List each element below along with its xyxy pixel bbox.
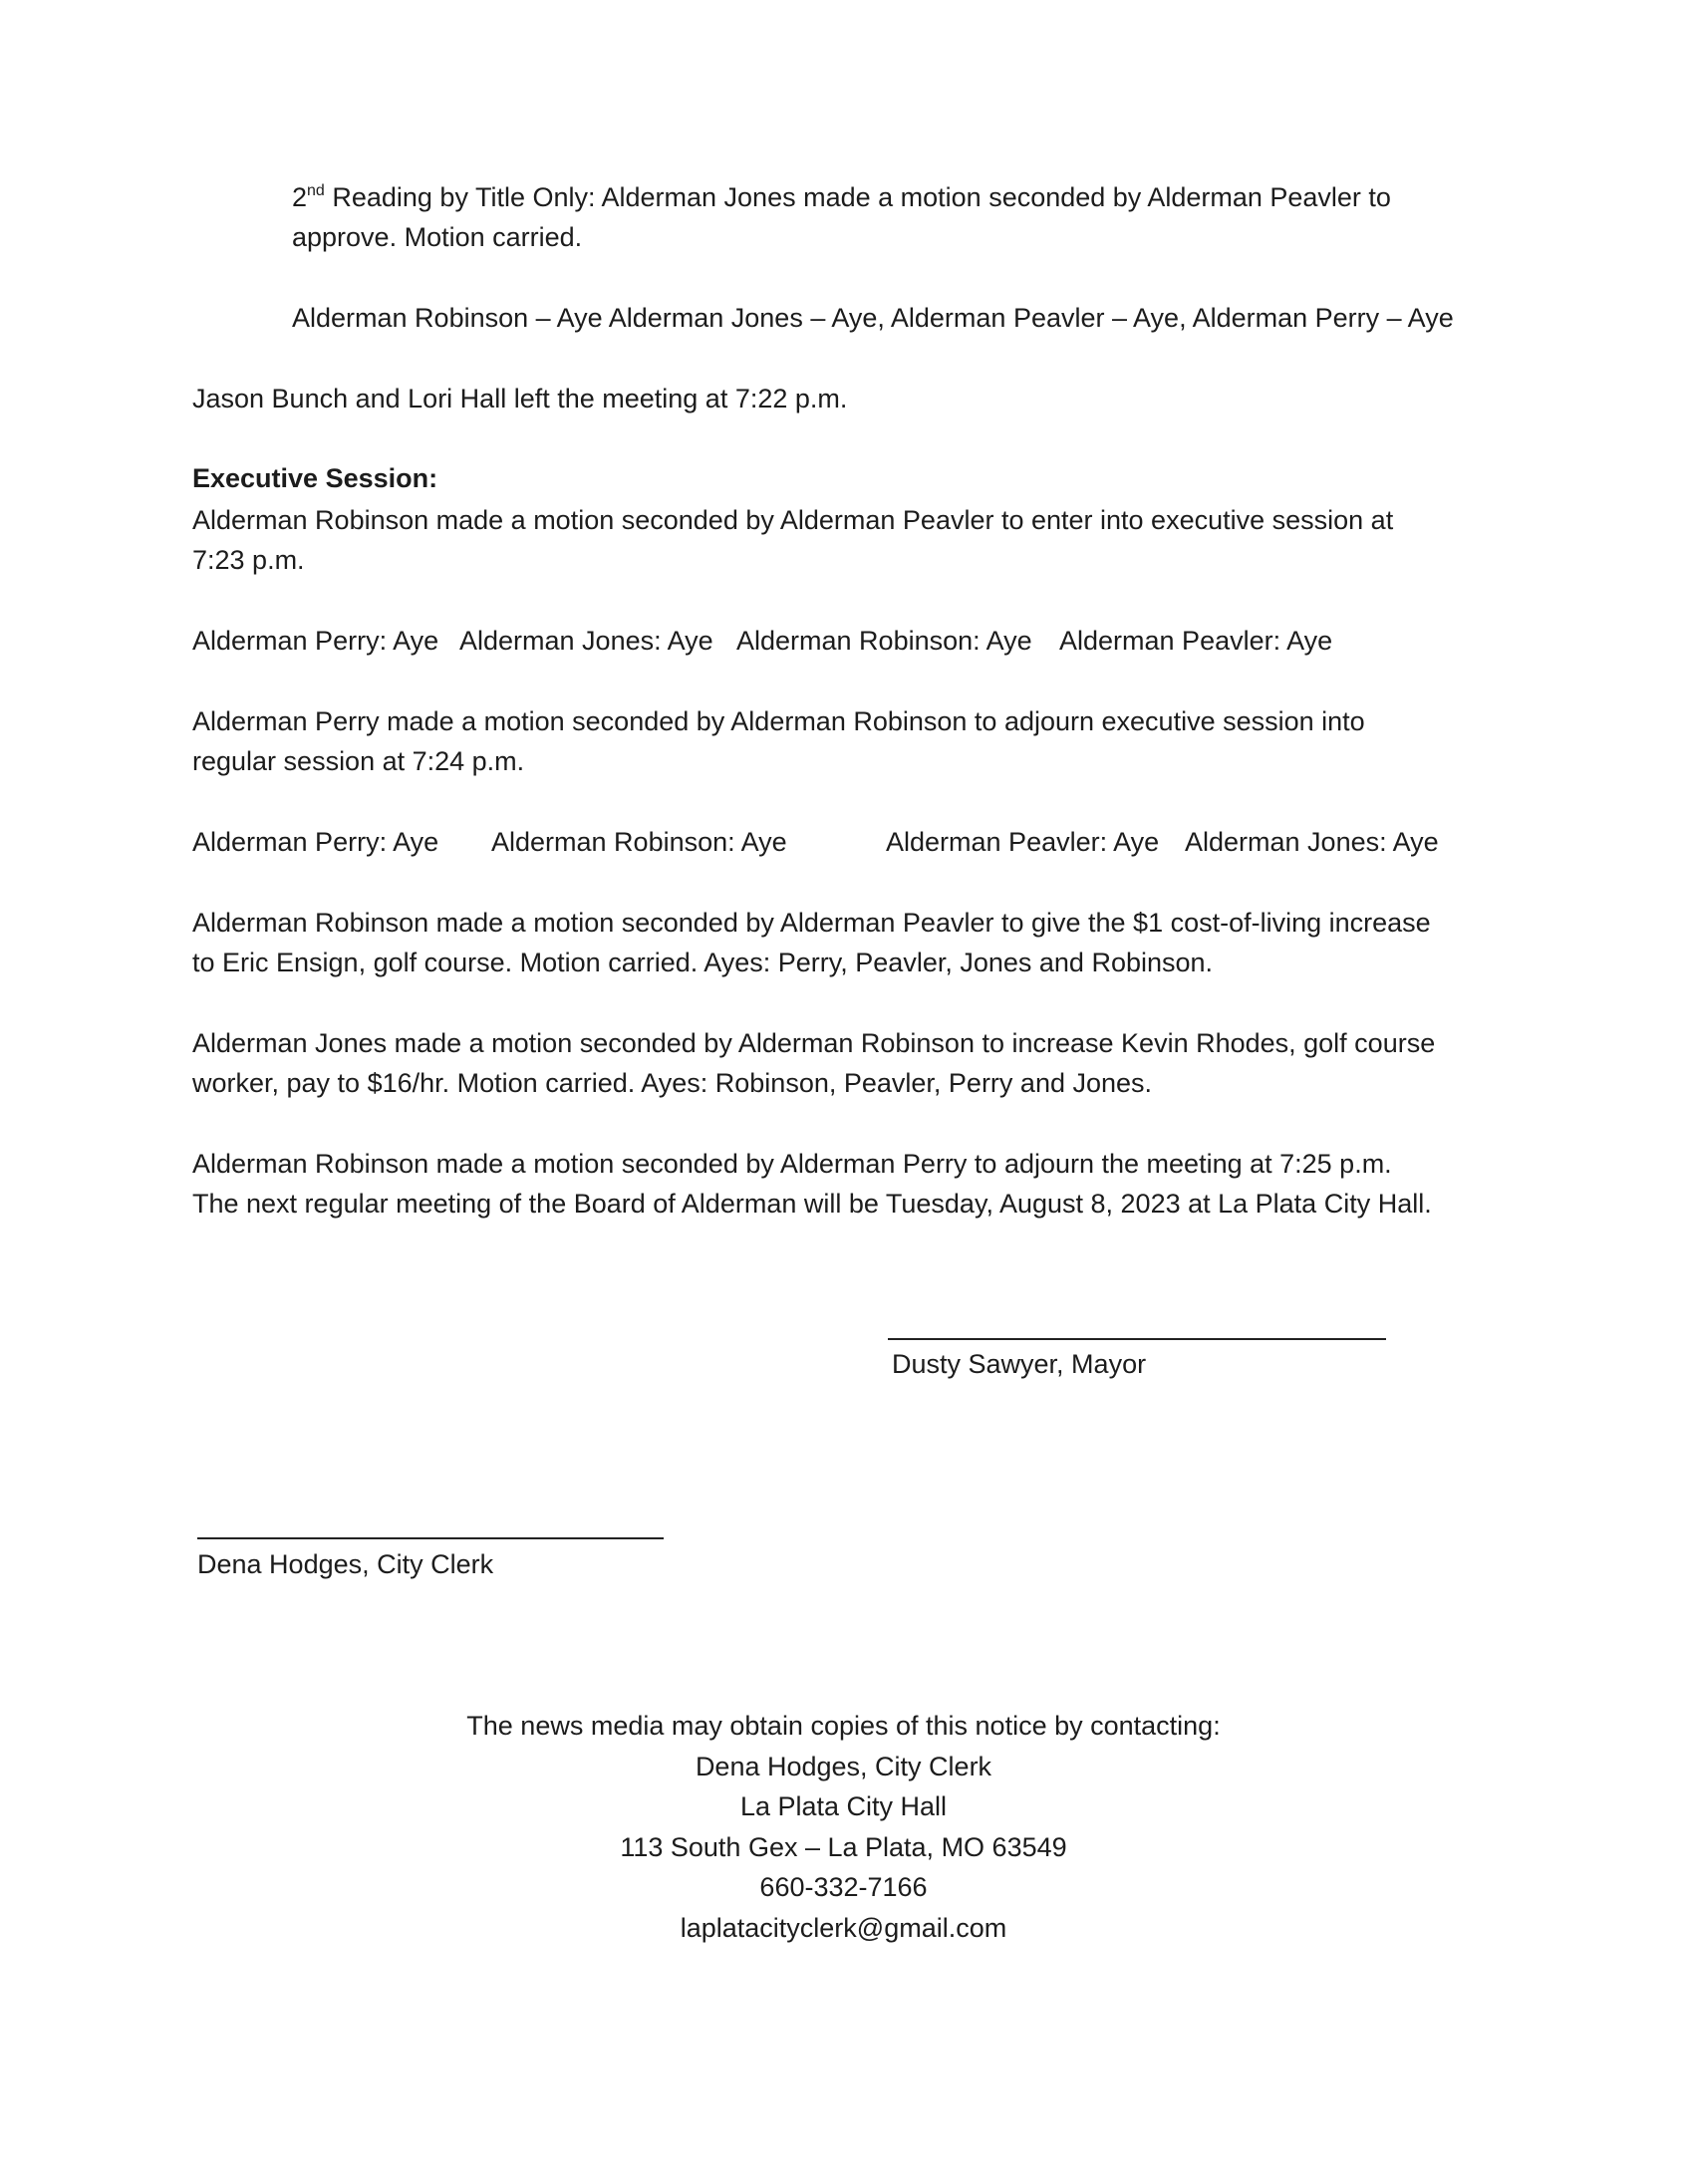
final-motion-line-1: Alderman Robinson made a motion seconded by Alderman Perry to adjourn the meeting at 7:25 p.m. — [192, 1149, 1392, 1179]
clerk-signature-name: Dena Hodges, City Clerk — [197, 1549, 494, 1579]
contact-block — [0, 1706, 1687, 1948]
pay-motion-line-2: worker, pay to $16/hr. Motion carried. Ayes: Robinson, Peavler, Perry and Jones. — [192, 1068, 1153, 1098]
reading-ordinal-suffix: nd — [307, 182, 325, 199]
reading-vote: Alderman Robinson – Aye Alderman Jones – Aye, Alderman Peavler – Aye, Alderman Perry – Aye — [292, 303, 1454, 333]
col-motion-line-2: to Eric Ensign, golf course. Motion carried. Ayes: Perry, Peavler, Jones and Robinson. — [192, 948, 1214, 977]
reading-line-1 — [292, 177, 1391, 217]
col-motion-line-1: Alderman Robinson made a motion seconded by Alderman Peavler to give the $1 cost-of-living increase — [192, 908, 1431, 938]
exec-adjourn-vote-2: Alderman Robinson: Aye — [491, 827, 787, 857]
contact-email: laplatacityclerk@gmail.com — [680, 1912, 1007, 1943]
exec-enter-motion-line-2: 7:23 p.m. — [192, 545, 305, 575]
exec-enter-vote-1: Alderman Perry: Aye — [192, 626, 439, 656]
exec-enter-vote-4: Alderman Peavler: Aye — [1059, 626, 1333, 656]
contact-phone: 660-332-7166 — [759, 1872, 928, 1902]
exec-adjourn-motion-line-1: Alderman Perry made a motion seconded by Alderman Robinson to adjourn executive session into — [192, 706, 1365, 736]
mayor-signature-line — [888, 1338, 1386, 1340]
exec-adjourn-vote-1: Alderman Perry: Aye — [192, 827, 439, 857]
final-motion-line-2: The next regular meeting of the Board of Alderman will be Tuesday, August 8, 2023 at La Plata City Hall. — [192, 1189, 1432, 1219]
exec-enter-motion-line-1: Alderman Robinson made a motion seconded by Alderman Peavler to enter into executive session at — [192, 505, 1394, 535]
exec-adjourn-vote-4: Alderman Jones: Aye — [1185, 827, 1439, 857]
exec-enter-vote-2: Alderman Jones: Aye — [459, 626, 713, 656]
contact-office: La Plata City Hall — [739, 1791, 948, 1821]
executive-session-heading: Executive Session: — [192, 463, 438, 493]
exec-adjourn-motion-line-2: regular session at 7:24 p.m. — [192, 746, 525, 776]
clerk-signature-line — [197, 1537, 664, 1539]
mayor-signature-name: Dusty Sawyer, Mayor — [892, 1349, 1147, 1379]
contact-intro: The news media may obtain copies of this notice by contacting: — [466, 1711, 1221, 1741]
departure-note: Jason Bunch and Lori Hall left the meeting at 7:22 p.m. — [192, 384, 848, 413]
exec-enter-vote-row — [0, 621, 1687, 661]
exec-enter-vote-3: Alderman Robinson: Aye — [736, 626, 1032, 656]
exec-adjourn-vote-row — [0, 822, 1687, 862]
exec-adjourn-vote-3: Alderman Peavler: Aye — [886, 827, 1160, 857]
contact-name: Dena Hodges, City Clerk — [695, 1751, 992, 1781]
reading-line-2: approve. Motion carried. — [292, 222, 583, 252]
reading-ordinal: 2 — [292, 182, 308, 212]
contact-address: 113 South Gex – La Plata, MO 63549 — [620, 1831, 1067, 1862]
pay-motion-line-1: Alderman Jones made a motion seconded by Alderman Robinson to increase Kevin Rhodes, golf course — [192, 1028, 1436, 1058]
reading-text-line-1: Reading by Title Only: Alderman Jones made a motion seconded by Alderman Peavler to — [332, 182, 1391, 212]
